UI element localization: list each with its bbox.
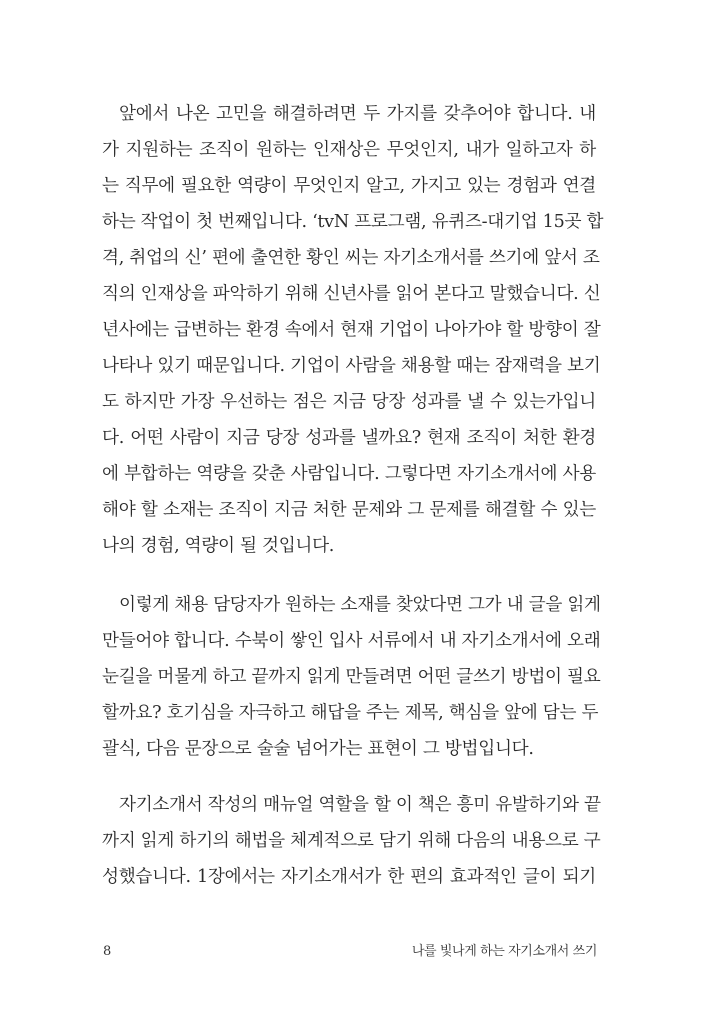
page-number: 8 bbox=[103, 944, 112, 959]
paragraph-line: 성했습니다. 1장에서는 자기소개서가 한 편의 효과적인 글이 되기 bbox=[102, 867, 596, 887]
paragraph-1 bbox=[102, 96, 604, 564]
paragraph-line: 해야 할 소재는 조직이 지금 처한 문제와 그 문제를 해결할 수 있는 bbox=[102, 500, 596, 520]
paragraph-line: 괄식, 다음 문장으로 술술 넘어가는 표현이 그 방법입니다. bbox=[102, 739, 534, 759]
paragraph-line: 나타나 있기 때문입니다. 기업이 사람을 채용할 때는 잠재력을 보기 bbox=[102, 356, 601, 376]
paragraph-line: 직의 인재상을 파악하기 위해 신년사를 읽어 본다고 말했습니다. 신 bbox=[102, 284, 601, 304]
running-title: 나를 빛나게 하는 자기소개서 쓰기 bbox=[411, 944, 597, 959]
paragraph-line: 까지 읽게 하기의 해법을 체계적으로 담기 위해 다음의 내용으로 구 bbox=[102, 831, 601, 851]
paragraph-line: 도 하지만 가장 우선하는 점은 지금 당장 성과를 낼 수 있는가입니 bbox=[102, 392, 596, 412]
paragraph-line: 이렇게 채용 담당자가 원하는 소재를 찾았다면 그가 내 글을 읽게 bbox=[119, 595, 601, 615]
paragraph-line: 눈길을 머물게 하고 끝까지 읽게 만들려면 어떤 글쓰기 방법이 필요 bbox=[102, 667, 601, 687]
paragraph-line: 다. 어떤 사람이 지금 당장 성과를 낼까요? 현재 조직이 처한 환경 bbox=[102, 428, 596, 448]
paragraph-line: 격, 취업의 신’ 편에 출연한 황인 씨는 자기소개서를 쓰기에 앞서 조 bbox=[102, 248, 600, 268]
paragraph-line: 는 직무에 필요한 역량이 무엇인지 알고, 가지고 있는 경험과 연결 bbox=[102, 176, 596, 196]
paragraph-line: 에 부합하는 역량을 갖춘 사람입니다. 그렇다면 자기소개서에 사용 bbox=[102, 464, 596, 484]
paragraph-line: 나의 경험, 역량이 될 것입니다. bbox=[102, 536, 335, 556]
paragraph-line: 앞에서 나온 고민을 해결하려면 두 가지를 갖추어야 합니다. 내 bbox=[119, 104, 596, 124]
paragraph-line: 자기소개서 작성의 매뉴얼 역할을 할 이 책은 흥미 유발하기와 끝 bbox=[119, 795, 601, 815]
paragraph-line: 가 지원하는 조직이 원하는 인재상은 무엇인지, 내가 일하고자 하 bbox=[102, 140, 596, 160]
paragraph-3 bbox=[102, 787, 601, 895]
paragraph-line: 하는 작업이 첫 번째입니다. ‘tvN 프로그램, 유퀴즈-대기업 15곳 합 bbox=[102, 212, 604, 232]
paragraph-line: 만들어야 합니다. 수북이 쌓인 입사 서류에서 내 자기소개서에 오래 bbox=[102, 631, 601, 651]
paragraph-2 bbox=[102, 587, 601, 767]
paragraph-line: 할까요? 호기심을 자극하고 해답을 주는 제목, 핵심을 앞에 담는 두 bbox=[102, 703, 599, 723]
paragraph-line: 년사에는 급변하는 환경 속에서 현재 기업이 나아가야 할 방향이 잘 bbox=[102, 320, 601, 340]
